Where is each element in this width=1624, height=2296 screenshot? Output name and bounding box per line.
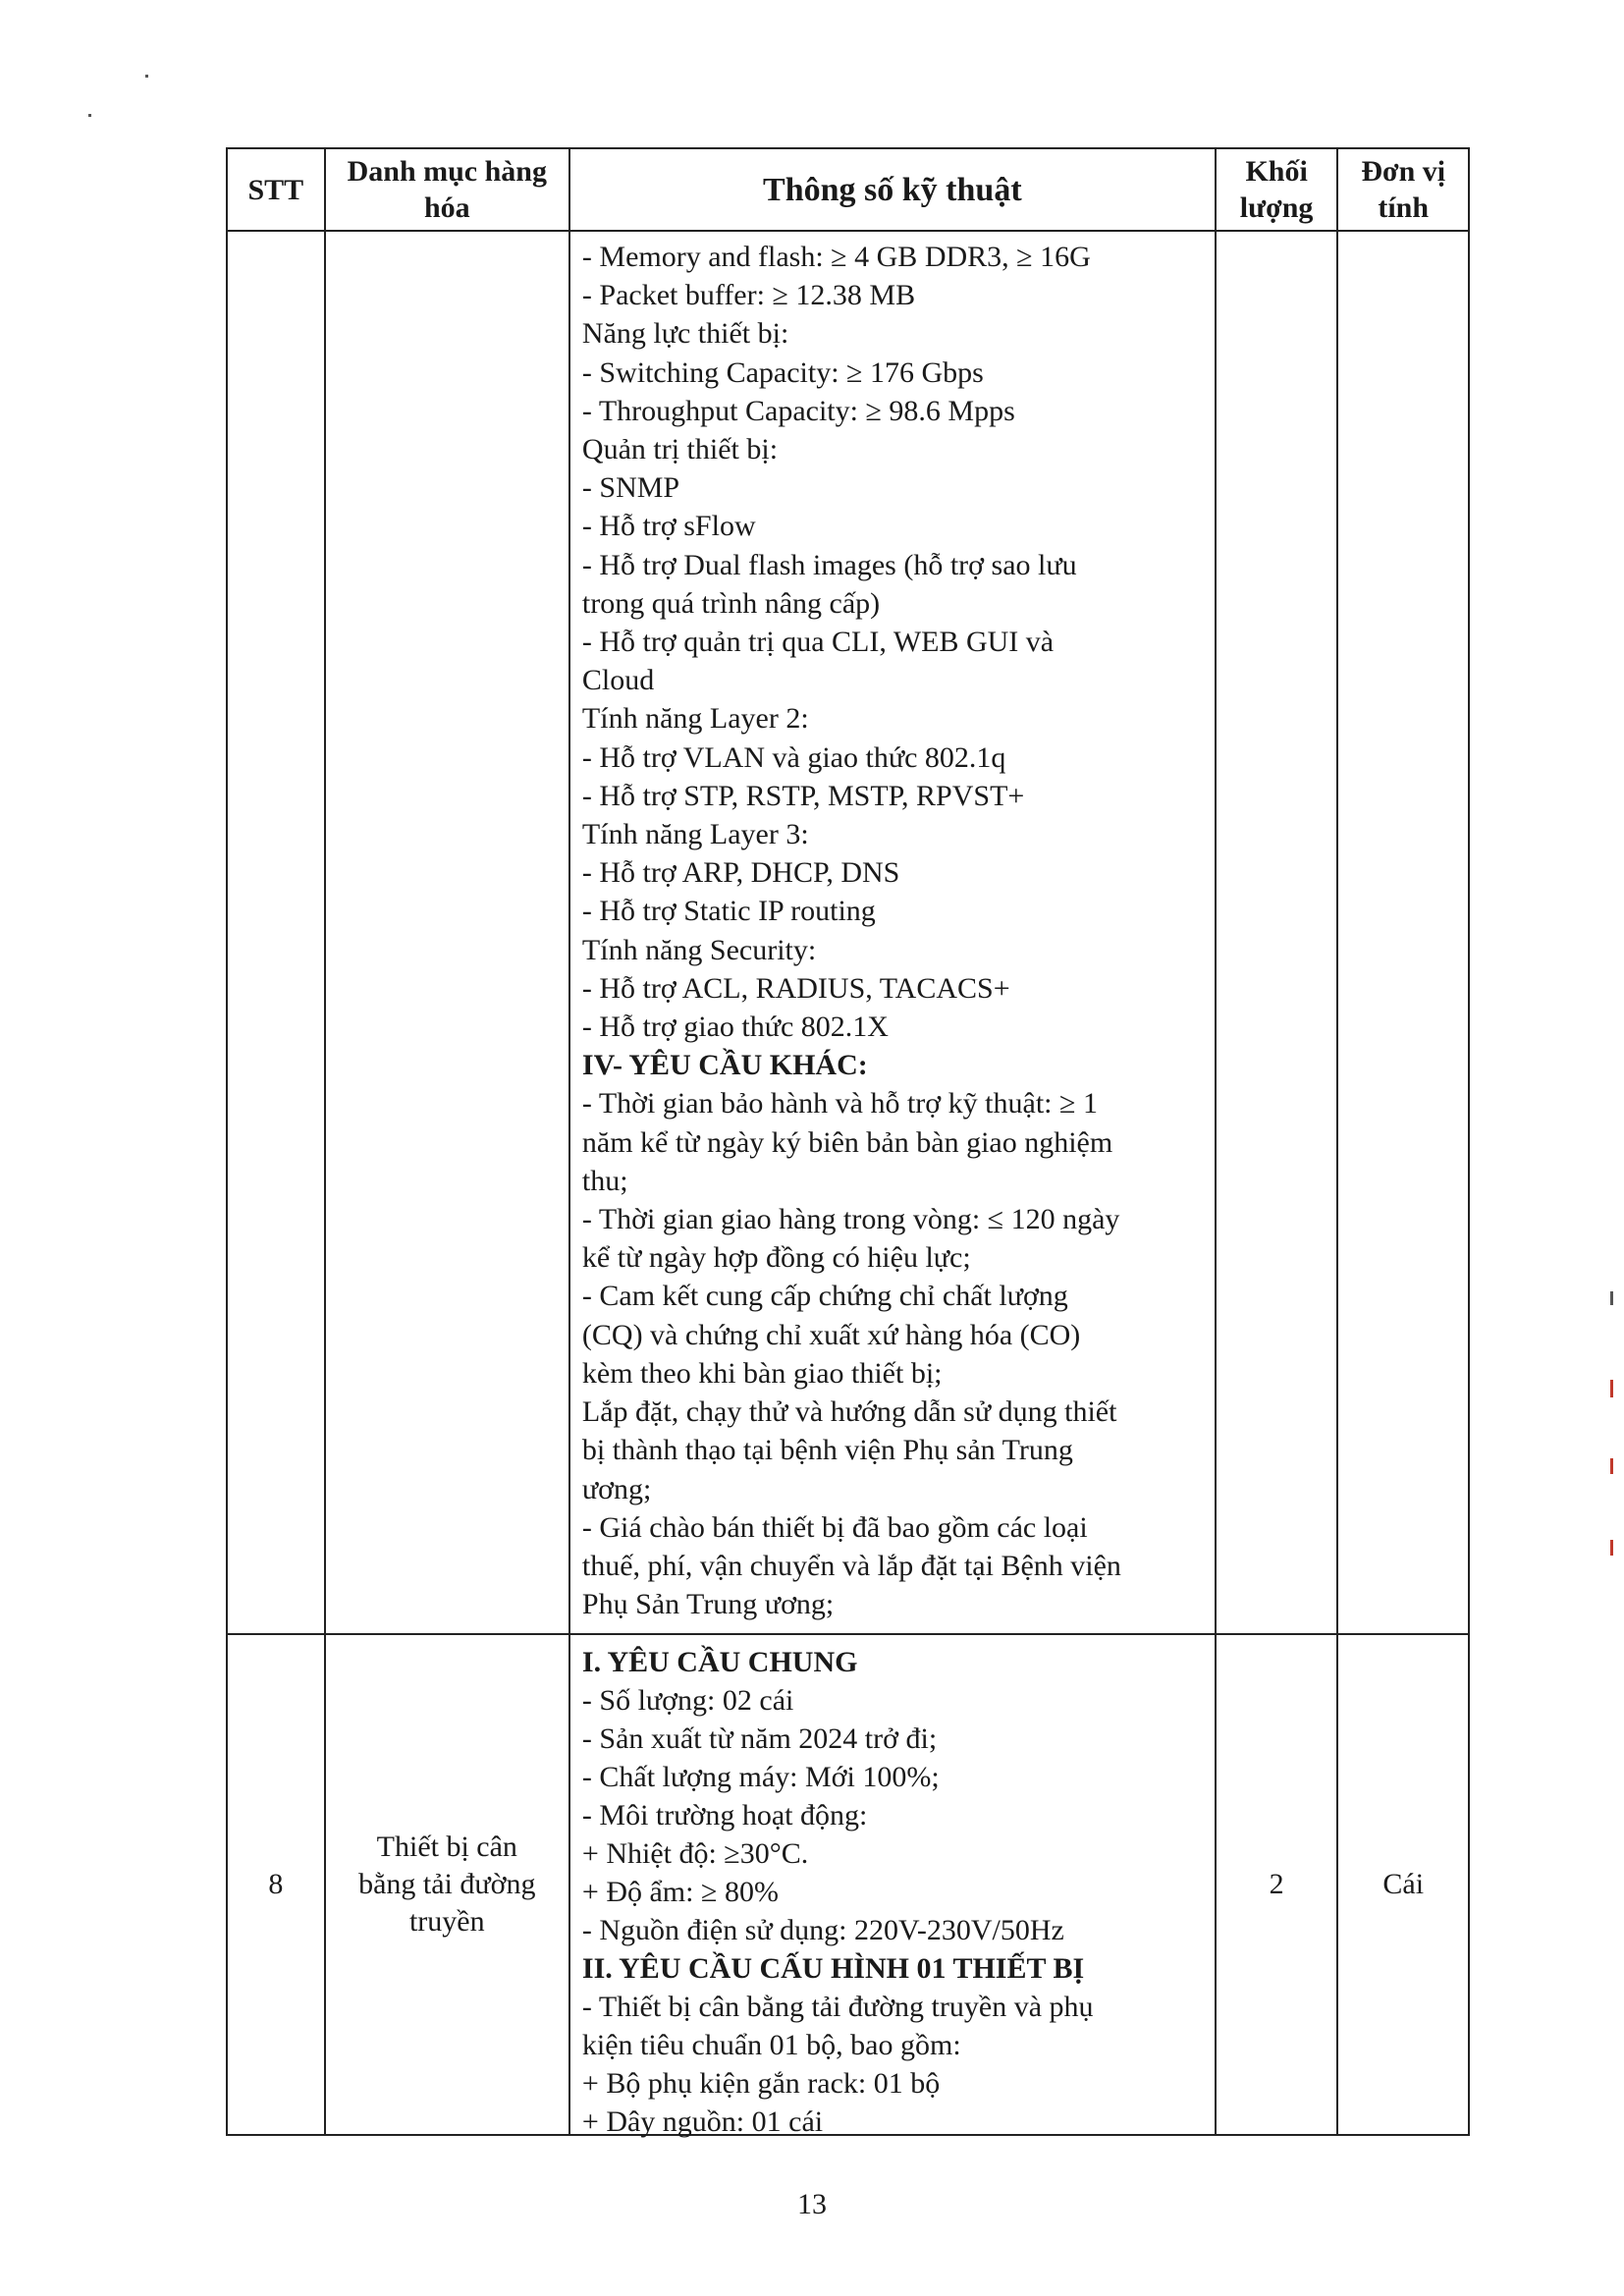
spec-line: Quản trị thiết bị: — [581, 433, 779, 466]
spec-line: - Thiết bị cân bằng tải đường truyền và phụ — [581, 1991, 1094, 2023]
spec-line: - Hỗ trợ STP, RSTP, MSTP, RPVST+ — [581, 779, 1025, 812]
table-header-row — [226, 147, 1470, 232]
row7-spec — [570, 232, 1217, 1633]
spec-line: Năng lực thiết bị: — [581, 317, 789, 351]
scan-speck — [1610, 1291, 1613, 1305]
spec-line: - Thời gian bảo hành và hỗ trợ kỹ thuật: ≥ 1 — [581, 1087, 1098, 1121]
spec-line: thu; — [581, 1164, 628, 1197]
header-stt: STT — [228, 149, 326, 230]
row8-unit: Cái — [1382, 1868, 1425, 1900]
spec-line: + Độ ẩm: ≥ 80% — [581, 1876, 779, 1908]
row8-stt: 8 — [228, 1635, 326, 2134]
spec-line: Phụ Sản Trung ương; — [581, 1588, 835, 1621]
item-name-line: Thiết bị cân — [376, 1831, 517, 1863]
scan-speck — [145, 75, 148, 78]
row8-name — [326, 1635, 570, 2134]
spec-line: - Cam kết cung cấp chứng chỉ chất lượng — [581, 1280, 1068, 1313]
spec-line: kiện tiêu chuẩn 01 bộ, bao gồm: — [581, 2029, 961, 2061]
spec-line: Tính năng Layer 2: — [581, 702, 809, 736]
row8-spec-lines — [570, 1635, 1215, 2141]
spec-line: + Dây nguồn: 01 cái — [581, 2105, 824, 2138]
spec-line: - Throughput Capacity: ≥ 98.6 Mpps — [581, 394, 1015, 427]
spec-line: - Hỗ trợ Static IP routing — [581, 895, 876, 928]
spec-line: - Hỗ trợ ACL, RADIUS, TACACS+ — [581, 971, 1010, 1005]
spec-line: - Hỗ trợ quản trị qua CLI, WEB GUI và — [581, 626, 1055, 659]
spec-line: Lắp đặt, chạy thử và hướng dẫn sử dụng thiết — [581, 1395, 1117, 1429]
spec-line: - Hỗ trợ ARP, DHCP, DNS — [581, 856, 900, 890]
spec-line: - Giá chào bán thiết bị đã bao gồm các loại — [581, 1510, 1088, 1544]
spec-line: (CQ) và chứng chỉ xuất xứ hàng hóa (CO) — [581, 1318, 1081, 1351]
row8-spec — [570, 1635, 1217, 2138]
row8-name-lines — [358, 1829, 535, 1941]
scan-speck — [88, 114, 91, 117]
row7-spec-lines — [570, 232, 1215, 1623]
spec-line: thuế, phí, vận chuyển và lắp đặt tại Bệnh viện — [581, 1549, 1121, 1582]
spec-line: - Hỗ trợ VLAN và giao thức 802.1q — [581, 740, 1006, 774]
header-unit: Đơn vị tính — [1361, 155, 1446, 224]
spec-line: - Memory and flash: ≥ 4 GB DDR3, ≥ 16G — [581, 241, 1091, 273]
spec-line: - Chất lượng máy: Mới 100%; — [581, 1761, 940, 1793]
spec-table — [226, 147, 1470, 2136]
spec-line: II. YÊU CẦU CẤU HÌNH 01 THIẾT BỊ — [581, 1952, 1085, 1985]
stamp-edge-mark — [1610, 1380, 1613, 1397]
stamp-edge-mark — [1610, 1540, 1613, 1556]
spec-line: I. YÊU CẦU CHUNG — [581, 1646, 858, 1678]
row7-qty — [1217, 232, 1339, 1633]
stamp-edge-mark — [1610, 1458, 1613, 1474]
spec-line: trong quá trình nâng cấp) — [581, 586, 881, 620]
row7-name — [326, 232, 570, 1633]
row8-qty: 2 — [1217, 1635, 1339, 2134]
spec-line: kèm theo khi bàn giao thiết bị; — [581, 1356, 943, 1390]
spec-line: + Nhiệt độ: ≥30°C. — [581, 1837, 809, 1870]
header-spec: Thông số kỹ thuật — [570, 149, 1217, 230]
header-qty: Khối lượng — [1217, 149, 1339, 230]
table-row — [226, 1635, 1470, 2136]
spec-line: - Nguồn điện sử dụng: 220V-230V/50Hz — [581, 1914, 1064, 1946]
item-name-line: truyền — [408, 1905, 485, 1938]
spec-line: - Môi trường hoạt động: — [581, 1799, 868, 1831]
spec-line: bị thành thạo tại bệnh viện Phụ sản Trung — [581, 1434, 1073, 1467]
spec-line: - Số lượng: 02 cái — [581, 1684, 794, 1717]
header-name: Danh mục hàng hóa — [326, 149, 570, 230]
row7-stt — [228, 232, 326, 1633]
item-name-line: bằng tải đường — [358, 1868, 536, 1900]
spec-line: ương; — [581, 1472, 652, 1505]
spec-line: - Hỗ trợ giao thức 802.1X — [581, 1011, 889, 1044]
spec-line: Cloud — [581, 664, 655, 697]
spec-line: - Packet buffer: ≥ 12.38 MB — [581, 279, 916, 312]
spec-line: Tính năng Security: — [581, 933, 817, 966]
page-number: 13 — [797, 2188, 827, 2220]
spec-line: Tính năng Layer 3: — [581, 818, 809, 851]
spec-line: kể từ ngày hợp đồng có hiệu lực; — [581, 1241, 971, 1275]
table-row — [226, 232, 1470, 1635]
spec-line: + Bộ phụ kiện gắn rack: 01 bộ — [581, 2067, 941, 2100]
spec-line: - SNMP — [581, 471, 680, 505]
row7-unit — [1338, 232, 1468, 1633]
spec-line: năm kể từ ngày ký biên bản bàn giao nghiệm — [581, 1125, 1113, 1159]
spec-line: - Hỗ trợ sFlow — [581, 510, 756, 543]
spec-line: - Switching Capacity: ≥ 176 Gbps — [581, 355, 984, 389]
spec-line: - Hỗ trợ Dual flash images (hỗ trợ sao lưu — [581, 548, 1077, 581]
spec-line: - Sản xuất từ năm 2024 trở đi; — [581, 1722, 938, 1755]
spec-line: - Thời gian giao hàng trong vòng: ≤ 120 ngày — [581, 1203, 1120, 1236]
spec-line: IV- YÊU CẦU KHÁC: — [581, 1049, 868, 1082]
